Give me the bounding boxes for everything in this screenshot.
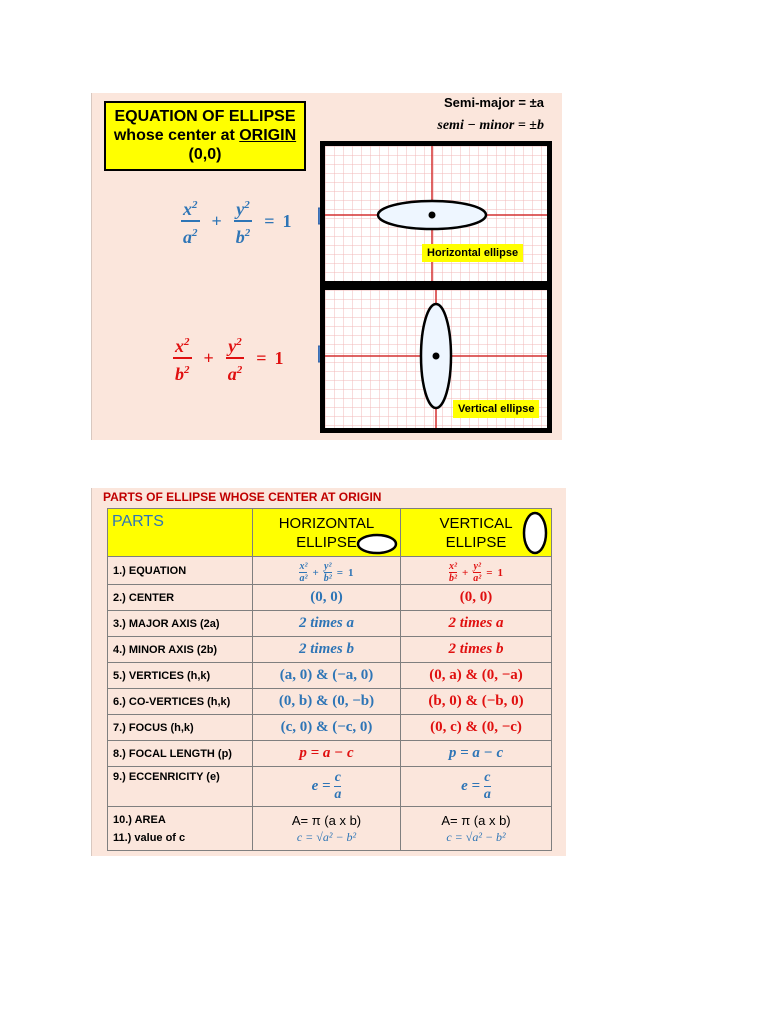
equation-one: 1	[282, 210, 292, 231]
horizontal-value: (c, 0) & (−c, 0)	[253, 715, 401, 741]
exponent: 2	[184, 364, 190, 376]
vertical-ellipse-icon	[521, 511, 549, 555]
horizontal-value: (0, 0)	[253, 585, 401, 611]
center-point	[433, 353, 440, 360]
vertical-value	[401, 767, 552, 807]
title-line-2	[106, 126, 304, 145]
denominator-b: b	[175, 364, 184, 384]
table-row	[108, 637, 552, 663]
table-row	[108, 715, 552, 741]
ellipse-parts-panel	[91, 488, 566, 856]
denominator-b: b	[235, 227, 245, 247]
denominator-a: a	[183, 227, 192, 247]
plus-sign: +	[203, 347, 214, 368]
mini-fraction	[324, 561, 332, 584]
vertical-value: (0, 0)	[401, 585, 552, 611]
mini-fraction	[299, 561, 307, 584]
header-vertical-line1: VERTICAL	[439, 514, 513, 532]
header-vertical-line2: ELLIPSE	[445, 533, 507, 551]
numerator-x: x	[175, 336, 184, 356]
table-title: PARTS OF ELLIPSE WHOSE CENTER AT ORIGIN	[103, 490, 382, 504]
title-line-2b: ORIGIN	[239, 127, 297, 144]
table-row	[108, 557, 552, 585]
denominator-a: a	[227, 364, 237, 384]
horizontal-value: 2 times a	[253, 611, 401, 637]
eccentricity-fraction	[484, 770, 491, 803]
mini-num: y²	[324, 561, 332, 572]
horizontal-equation	[177, 196, 292, 246]
mini-den: b²	[448, 573, 457, 584]
vertical-value: (b, 0) & (−b, 0)	[401, 689, 552, 715]
ellipse-parts-table	[107, 508, 552, 851]
mini-plus: +	[312, 566, 319, 579]
row-label: 4.) MINOR AXIS (2b)	[108, 637, 253, 663]
area-label: 10.) AREA	[113, 813, 166, 826]
mini-equals: =	[486, 566, 493, 579]
semi-minor-text: semi − minor = ±b	[437, 118, 544, 133]
table-row	[108, 611, 552, 637]
vertical-value: p = a − c	[401, 741, 552, 767]
exponent: 2	[192, 227, 198, 239]
mini-equals: =	[336, 566, 344, 579]
exponent: 2	[192, 199, 198, 211]
equation-title-box	[104, 101, 306, 171]
table-row	[108, 767, 552, 807]
equals-sign: =	[256, 347, 267, 368]
horizontal-value: (a, 0) & (−a, 0)	[253, 663, 401, 689]
frac-den: a	[483, 787, 491, 802]
vertical-ellipse-label: Vertical ellipse	[453, 400, 539, 418]
row-label: 1.) EQUATION	[108, 557, 253, 585]
semi-major-text: Semi-major = ±a	[444, 95, 544, 110]
mini-den: a²	[473, 573, 482, 584]
fraction-y-over-b	[234, 196, 253, 246]
mini-den: a²	[299, 573, 308, 584]
title-line-1: EQUATION OF ELLIPSE	[114, 108, 296, 125]
horizontal-value: p = a − c	[253, 741, 401, 767]
c-formula: c = √a² − b²	[446, 829, 506, 844]
mini-one: 1	[497, 566, 504, 579]
table-header-row	[108, 509, 552, 557]
equation-horizontal-cell	[253, 557, 401, 585]
mini-fraction	[449, 561, 457, 584]
fraction-x-over-b	[173, 333, 192, 383]
row-label: 7.) FOCUS (h,k)	[108, 715, 253, 741]
table-row	[108, 663, 552, 689]
equation-one: 1	[274, 347, 284, 368]
horizontal-ellipse-icon	[356, 533, 398, 555]
row-label: 9.) ECCENRICITY (e)	[108, 767, 253, 807]
exponent: 2	[244, 227, 251, 239]
row-label: 5.) VERTICES (h,k)	[108, 663, 253, 689]
eccentricity-lhs: e =	[311, 777, 331, 794]
header-vertical	[401, 509, 552, 557]
equals-sign: =	[264, 210, 275, 231]
frac-num: c	[484, 770, 491, 785]
horizontal-value	[253, 807, 401, 851]
horizontal-ellipse-label: Horizontal ellipse	[422, 244, 523, 262]
row-label	[108, 807, 253, 851]
mini-plus: +	[461, 566, 469, 579]
mini-num: x²	[299, 561, 308, 572]
header-horizontal	[253, 509, 401, 557]
mini-fraction	[473, 561, 481, 584]
exponent: 2	[184, 336, 190, 348]
mini-equation	[299, 561, 353, 584]
exponent: 2	[244, 199, 250, 211]
exponent: 2	[236, 364, 243, 376]
frac-num: c	[334, 770, 341, 785]
equation-vertical-cell	[401, 557, 552, 585]
mini-equation	[449, 561, 503, 584]
mini-num: x²	[448, 561, 457, 572]
numerator-x: x	[183, 199, 192, 219]
row-label: 8.) FOCAL LENGTH (p)	[108, 741, 253, 767]
mini-den: b²	[323, 573, 332, 584]
ellipse-equation-panel	[91, 93, 562, 440]
numerator-y: y	[236, 199, 245, 219]
horizontal-value: 2 times b	[253, 637, 401, 663]
vertical-value: 2 times a	[401, 611, 552, 637]
area-formula: A= π (a x b)	[441, 812, 511, 828]
mini-num: y²	[473, 561, 481, 572]
vertical-value: (0, c) & (0, −c)	[401, 715, 552, 741]
horizontal-ellipse-graph	[320, 141, 552, 286]
row-label: 2.) CENTER	[108, 585, 253, 611]
title-line-2a: whose center at	[113, 127, 240, 144]
mini-one: 1	[348, 566, 354, 579]
row-label: 6.) CO-VERTICES (h,k)	[108, 689, 253, 715]
exponent: 2	[236, 336, 242, 348]
vertical-ellipse-graph	[320, 285, 552, 433]
eccentricity-fraction	[334, 770, 341, 803]
header-horizontal-line2: ELLIPSE	[296, 533, 357, 551]
plus-sign: +	[211, 210, 222, 231]
header-horizontal-line1: HORIZONTAL	[278, 514, 375, 532]
table-row	[108, 741, 552, 767]
row-label: 3.) MAJOR AXIS (2a)	[108, 611, 253, 637]
horizontal-value	[253, 767, 401, 807]
eccentricity-lhs: e =	[461, 777, 481, 794]
table-row	[108, 689, 552, 715]
numerator-y: y	[228, 336, 237, 356]
fraction-y-over-a	[226, 333, 245, 383]
title-line-3: (0,0)	[188, 146, 222, 163]
table-row	[108, 807, 552, 851]
table-row	[108, 585, 552, 611]
vertical-equation	[169, 333, 284, 383]
fraction-x-over-a	[181, 196, 200, 246]
header-parts: PARTS	[108, 509, 253, 557]
frac-den: a	[334, 787, 342, 802]
horizontal-value: (0, b) & (0, −b)	[253, 689, 401, 715]
c-formula: c = √a² − b²	[296, 829, 357, 844]
vertical-value: (0, a) & (0, −a)	[401, 663, 552, 689]
area-formula: A= π (a x b)	[291, 812, 362, 828]
vertical-value: 2 times b	[401, 637, 552, 663]
vertical-value	[401, 807, 552, 851]
value-c-label: 11.) value of c	[113, 831, 186, 844]
center-point	[429, 212, 436, 219]
